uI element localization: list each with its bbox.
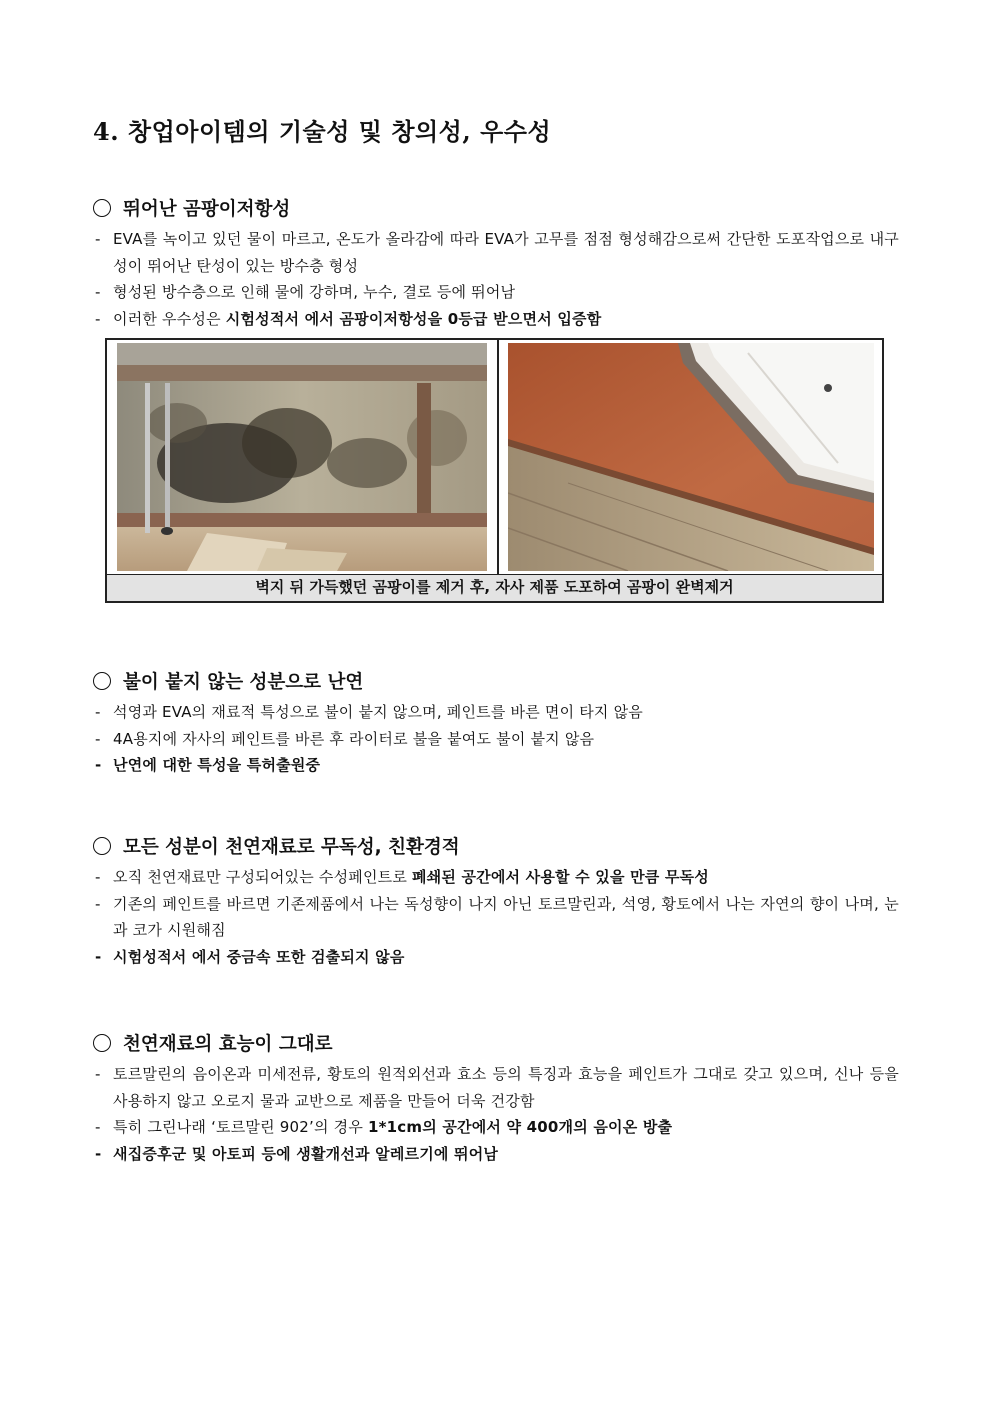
list-item: - EVA를 녹이고 있던 물이 마르고, 온도가 올라감에 따라 EVA가 고무를 점점 형성해감으로써 간단한 도포작업으로 내구성이 뛰어난 탄성이 있는 방수층 형성 bbox=[93, 226, 899, 279]
list-item: - 이러한 우수성은 시험성적서 에서 곰팡이저항성을 0등급 받으면서 입증함 bbox=[93, 306, 899, 333]
mold-after-photo bbox=[508, 343, 874, 571]
list-item: - 특히 그린나래 ‘토르말린 902’의 경우 1*1cm의 공간에서 약 400개의 음이온 방출 bbox=[93, 1114, 899, 1141]
section-title: 천연재료의 효능이 그대로 bbox=[123, 1034, 333, 1055]
list-item: - 석영과 EVA의 재료적 특성으로 불이 붙지 않으며, 페인트를 바른 면이 타지 않음 bbox=[93, 699, 899, 726]
list-item: - 오직 천연재료만 구성되어있는 수성페인트로 폐쇄된 공간에서 사용할 수 있을 만큼 무독성 bbox=[93, 864, 899, 891]
section-natural-efficacy bbox=[93, 1029, 899, 1167]
circle-bullet-icon bbox=[93, 199, 111, 217]
list-item: - 토르말린의 음이온과 미세전류, 황토의 원적외선과 효소 등의 특징과 효능을 페인트가 그대로 갖고 있으며, 신나 등을 사용하지 않고 오로지 물과 교반으로 제품을 만들어 더욱 건강함 bbox=[93, 1061, 899, 1114]
bold-text: 시험성적서 에서 곰팡이저항성을 0등급 받으면서 입증함 bbox=[225, 309, 602, 328]
list-item: - 형성된 방수층으로 인해 물에 강하며, 누수, 결로 등에 뛰어남 bbox=[93, 279, 899, 306]
photo-comparison-box bbox=[105, 338, 884, 603]
photo-divider bbox=[497, 340, 499, 574]
section-title: 불이 붙지 않는 성분으로 난연 bbox=[123, 672, 364, 693]
circle-bullet-icon bbox=[93, 672, 111, 690]
section-title: 뛰어난 곰팡이저항성 bbox=[123, 199, 291, 220]
section-non-toxic bbox=[93, 832, 899, 970]
bullet-list bbox=[93, 699, 899, 779]
list-item: - 4A용지에 자사의 페인트를 바른 후 라이터로 불을 붙여도 불이 붙지 않음 bbox=[93, 726, 899, 753]
list-item: - 난연에 대한 특성을 특허출원중 bbox=[93, 752, 899, 779]
mold-before-photo bbox=[117, 343, 487, 571]
list-item: - 새집증후군 및 아토피 등에 생활개선과 알레르기에 뛰어남 bbox=[93, 1141, 899, 1168]
circle-bullet-icon bbox=[93, 1034, 111, 1052]
page-heading: 4. 창업아이템의 기술성 및 창의성, 우수성 bbox=[93, 117, 552, 146]
section-flame-retardant bbox=[93, 667, 899, 779]
section-mold-resistance bbox=[93, 194, 899, 332]
photo-caption: 벽지 뒤 가득했던 곰팡이를 제거 후, 자사 제품 도포하여 곰팡이 완벽제거 bbox=[107, 574, 882, 601]
list-item: - 기존의 페인트를 바르면 기존제품에서 나는 독성향이 나지 아닌 토르말린과, 석영, 황토에서 나는 자연의 향이 나며, 눈과 코가 시원해짐 bbox=[93, 891, 899, 944]
bold-text: 1*1cm의 공간에서 약 400개의 음이온 방출 bbox=[367, 1118, 673, 1136]
section-title: 모든 성분이 천연재료로 무독성, 친환경적 bbox=[123, 837, 460, 858]
bullet-list bbox=[93, 1061, 899, 1167]
list-item: - 시험성적서 에서 중금속 또한 검출되지 않음 bbox=[93, 944, 899, 971]
bullet-list bbox=[93, 864, 899, 970]
bullet-list bbox=[93, 226, 899, 332]
bold-text: 폐쇄된 공간에서 사용할 수 있을 만큼 무독성 bbox=[411, 868, 709, 886]
circle-bullet-icon bbox=[93, 837, 111, 855]
